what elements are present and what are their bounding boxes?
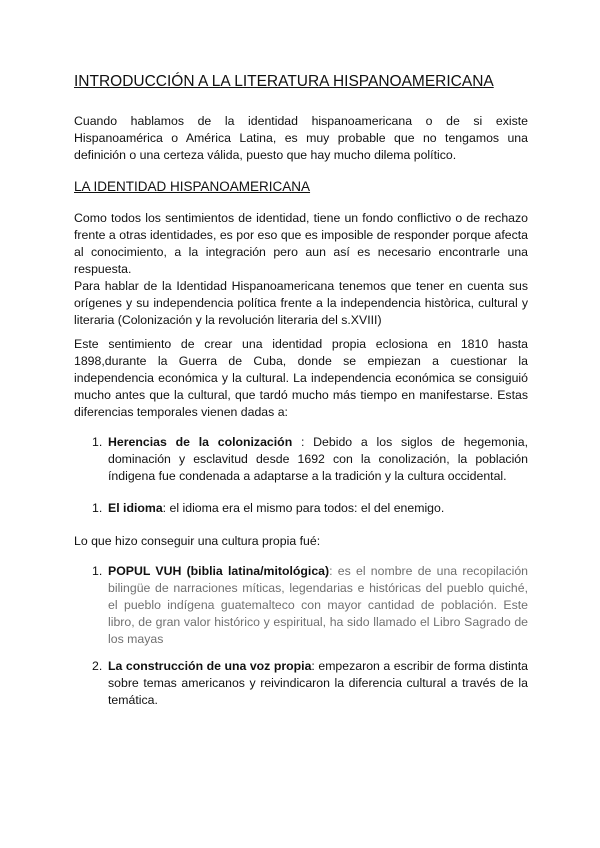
paragraph-independence: Este sentimiento de crear una identidad propia eclosiona en 1810 hasta 1898,durante la Guerra de Cuba, donde se empiezan a cuestionar la independencia económica y la cultural. La independencia económica se consiguió mucho antes que la cultural, que tardó mucho más tiempo en manifestarse. Estas diferencias temporales vienen dadas a: — [74, 337, 528, 419]
document-title: INTRODUCCIÓN A LA LITERATURA HISPANOAMERICANA — [74, 73, 494, 90]
list-number: 1. — [92, 501, 103, 515]
list-item-text: : es el nombre de una recopilación bilingüe de narraciones míticas, legendarias e históricas del pueblo quiché, el pueblo indígena guatemalteco con mayor cantidad de población. Este libro, de gran valor histórico y espiritual, ha sido llamado el Libro Sagrado de los mayas — [108, 564, 528, 646]
list-number: 1. — [92, 435, 103, 449]
list-item-label: La construcción de una voz propia — [108, 659, 312, 673]
paragraph-origins: Para hablar de la Identidad Hispanoamericana tenemos que tener en cuenta sus orígenes y su independencia política frente a la independencia històrica, cultural y literaria (Colonización y la revolución literaria del s.XVIII) — [74, 279, 528, 327]
list-item-text: : empezaron a escribir de forma distinta sobre temas americanos y reivindicaron la diferencia cultural a través de la temática. — [108, 659, 528, 707]
paragraph-identity-conflict: Como todos los sentimientos de identidad, tiene un fondo conflictivo o de rechazo frente a otras identidades, es por eso que es imposible de responder porque afecta al conocimiento, a la integración pero aun así es necesario encontrarle una respuesta. — [74, 211, 528, 276]
section-heading: LA IDENTIDAD HISPANOAMERICANA — [74, 179, 311, 194]
list-item-text: : el idioma era el mismo para todos: el del enemigo. — [162, 501, 445, 515]
list-number: 1. — [92, 564, 103, 578]
list-item-label: POPUL VUH (biblia latina/mitológica) — [108, 564, 330, 578]
paragraph-cultura-propia: Lo que hizo conseguir una cultura propia fué: — [74, 534, 321, 548]
list-item-label: El idioma — [108, 501, 163, 515]
list-item-herencias — [92, 434, 528, 485]
list-item-text: : Debido a los siglos de hegemonia, dominación y esclavitud desde 1692 con la conolización, la población índigena fue condenada a adaptarse a la tradición y la cultura occidental. — [108, 435, 528, 483]
list-number: 2. — [92, 659, 103, 673]
list-item-popul-vuh — [92, 563, 528, 648]
list-item-label: Herencias de la colonización — [108, 435, 293, 449]
list-item-voz-propia — [92, 658, 528, 709]
intro-paragraph: Cuando hablamos de la identidad hispanoamericana o de si existe Hispanoamérica o América Latina, es muy probable que no tengamos una definición o una certeza válida, puesto que hay mucho dilema político. — [74, 114, 528, 162]
list-item-idioma — [92, 500, 528, 517]
